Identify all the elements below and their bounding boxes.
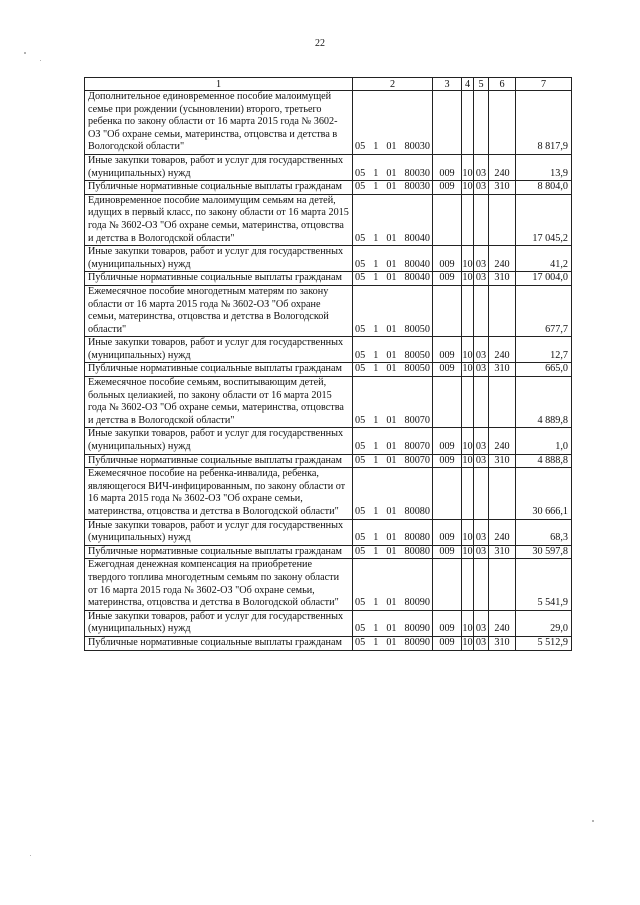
item-name: Ежемесячное пособие семьям, воспитывающим детей, больных целиакией, по закону области от 16 марта 2015 года № 3602-ОЗ "Об охране семьи, материнства, отцовства и детства в Вологодской области"	[85, 377, 353, 428]
section-code: 10	[462, 454, 474, 468]
subsection-code	[474, 377, 489, 428]
scan-speck	[24, 52, 26, 54]
amount: 8 804,0	[516, 181, 572, 195]
expense-type-code: 240	[489, 246, 516, 272]
expense-type-code	[489, 194, 516, 245]
scan-speck	[30, 855, 31, 856]
subsection-code	[474, 91, 489, 155]
section-code: 10	[462, 636, 474, 650]
item-name: Иные закупки товаров, работ и услуг для государственных (муниципальных) нужд	[85, 519, 353, 545]
subsection-code: 03	[474, 272, 489, 286]
csr-main-event: 01	[386, 141, 397, 153]
target-article-code	[353, 181, 433, 195]
csr-direction: 80030	[404, 167, 430, 179]
csr-subprogram: 1	[373, 545, 379, 557]
section-code: 10	[462, 272, 474, 286]
expense-type-code: 240	[489, 519, 516, 545]
csr-program: 05	[355, 414, 366, 426]
csr-program: 05	[355, 454, 366, 466]
csr-subprogram: 1	[373, 441, 379, 453]
csr-subprogram: 1	[373, 597, 379, 609]
amount: 68,3	[516, 519, 572, 545]
subsection-code: 03	[474, 337, 489, 363]
expense-type-code: 310	[489, 181, 516, 195]
item-name: Иные закупки товаров, работ и услуг для государственных (муниципальных) нужд	[85, 246, 353, 272]
csr-direction: 80080	[404, 545, 430, 557]
csr-direction: 80040	[404, 232, 430, 244]
amount: 1,0	[516, 428, 572, 454]
section-code: 10	[462, 545, 474, 559]
csr-direction: 80050	[404, 323, 430, 335]
csr-subprogram: 1	[373, 506, 379, 517]
csr-program: 05	[355, 167, 366, 179]
csr-subprogram: 1	[373, 349, 379, 361]
table-row	[85, 610, 572, 636]
csr-direction: 80090	[404, 597, 430, 609]
csr-direction: 80090	[404, 623, 430, 635]
item-name: Публичные нормативные социальные выплаты гражданам	[85, 454, 353, 468]
csr-subprogram: 1	[373, 181, 379, 193]
csr-direction: 80080	[404, 506, 430, 517]
expense-type-code	[489, 285, 516, 336]
expense-type-code: 240	[489, 610, 516, 636]
csr-main-event: 01	[386, 181, 397, 193]
grbs-code: 009	[433, 246, 462, 272]
target-article-code	[353, 545, 433, 559]
amount: 677,7	[516, 285, 572, 336]
section-code	[462, 285, 474, 336]
section-code: 10	[462, 246, 474, 272]
table-row	[85, 428, 572, 454]
csr-subprogram: 1	[373, 232, 379, 244]
item-name: Ежемесячное пособие многодетным матерям по закону области от 16 марта 2015 года № 3602-ОЗ "Об охране семьи, материнства, отцовства и детства в Вологодской области"	[85, 285, 353, 336]
csr-main-event: 01	[386, 363, 397, 375]
item-name: Публичные нормативные социальные выплаты гражданам	[85, 272, 353, 286]
table-row	[85, 91, 572, 155]
csr-subprogram: 1	[373, 636, 379, 648]
amount: 12,7	[516, 337, 572, 363]
table-row	[85, 377, 572, 428]
csr-subprogram: 1	[373, 141, 379, 153]
item-name: Публичные нормативные социальные выплаты гражданам	[85, 181, 353, 195]
target-article-code	[353, 246, 433, 272]
csr-program: 05	[355, 272, 366, 284]
csr-direction: 80040	[404, 272, 430, 284]
item-name: Публичные нормативные социальные выплаты гражданам	[85, 363, 353, 377]
target-article-code	[353, 285, 433, 336]
expense-type-code: 240	[489, 428, 516, 454]
csr-program: 05	[355, 141, 366, 153]
csr-main-event: 01	[386, 454, 397, 466]
csr-program: 05	[355, 258, 366, 270]
subsection-code: 03	[474, 428, 489, 454]
subsection-code: 03	[474, 363, 489, 377]
csr-main-event: 01	[386, 506, 397, 517]
table-row	[85, 194, 572, 245]
header-row	[85, 78, 572, 91]
target-article-code	[353, 363, 433, 377]
csr-main-event: 01	[386, 597, 397, 609]
csr-subprogram: 1	[373, 532, 379, 544]
expense-type-code: 310	[489, 545, 516, 559]
csr-program: 05	[355, 232, 366, 244]
csr-program: 05	[355, 545, 366, 557]
csr-subprogram: 1	[373, 258, 379, 270]
subsection-code: 03	[474, 636, 489, 650]
scan-speck	[592, 820, 594, 822]
item-name: Иные закупки товаров, работ и услуг для государственных (муниципальных) нужд	[85, 610, 353, 636]
target-article-code	[353, 636, 433, 650]
csr-main-event: 01	[386, 323, 397, 335]
csr-direction: 80070	[404, 414, 430, 426]
amount: 17 004,0	[516, 272, 572, 286]
subsection-code: 03	[474, 610, 489, 636]
subsection-code: 03	[474, 181, 489, 195]
csr-direction: 80050	[404, 363, 430, 375]
section-code: 10	[462, 181, 474, 195]
csr-subprogram: 1	[373, 363, 379, 375]
section-code: 10	[462, 519, 474, 545]
csr-program: 05	[355, 363, 366, 375]
amount: 5 512,9	[516, 636, 572, 650]
amount: 665,0	[516, 363, 572, 377]
csr-program: 05	[355, 349, 366, 361]
subsection-code: 03	[474, 545, 489, 559]
grbs-code: 009	[433, 428, 462, 454]
section-code	[462, 468, 474, 519]
subsection-code: 03	[474, 454, 489, 468]
table-row	[85, 545, 572, 559]
grbs-code	[433, 559, 462, 610]
subsection-code: 03	[474, 519, 489, 545]
csr-program: 05	[355, 597, 366, 609]
subsection-code: 03	[474, 154, 489, 180]
item-name: Единовременное пособие малоимущим семьям на детей, идущих в первый класс, по закону области от 16 марта 2015 года № 3602-ОЗ "Об охране семьи, материнства, отцовства и детства в Вологодской области"	[85, 194, 353, 245]
target-article-code	[353, 377, 433, 428]
csr-main-event: 01	[386, 636, 397, 648]
table-row	[85, 363, 572, 377]
amount: 4 888,8	[516, 454, 572, 468]
table-row	[85, 636, 572, 650]
amount: 30 597,8	[516, 545, 572, 559]
grbs-code: 009	[433, 181, 462, 195]
csr-direction: 80030	[404, 181, 430, 193]
csr-program: 05	[355, 181, 366, 193]
section-code: 10	[462, 154, 474, 180]
csr-program: 05	[355, 532, 366, 544]
amount: 4 889,8	[516, 377, 572, 428]
expense-type-code: 240	[489, 154, 516, 180]
header-cell: 2	[353, 78, 433, 91]
csr-main-event: 01	[386, 272, 397, 284]
grbs-code: 009	[433, 154, 462, 180]
grbs-code: 009	[433, 519, 462, 545]
amount: 29,0	[516, 610, 572, 636]
csr-main-event: 01	[386, 441, 397, 453]
csr-subprogram: 1	[373, 167, 379, 179]
table-row	[85, 154, 572, 180]
table-row	[85, 272, 572, 286]
csr-program: 05	[355, 623, 366, 635]
csr-subprogram: 1	[373, 323, 379, 335]
item-name: Иные закупки товаров, работ и услуг для государственных (муниципальных) нужд	[85, 428, 353, 454]
section-code: 10	[462, 363, 474, 377]
csr-program: 05	[355, 323, 366, 335]
amount: 30 666,1	[516, 468, 572, 519]
csr-main-event: 01	[386, 349, 397, 361]
budget-table	[84, 77, 572, 651]
grbs-code: 009	[433, 545, 462, 559]
expense-type-code: 310	[489, 272, 516, 286]
grbs-code: 009	[433, 337, 462, 363]
target-article-code	[353, 519, 433, 545]
grbs-code: 009	[433, 363, 462, 377]
section-code: 10	[462, 610, 474, 636]
target-article-code	[353, 194, 433, 245]
grbs-code	[433, 468, 462, 519]
csr-main-event: 01	[386, 414, 397, 426]
target-article-code	[353, 559, 433, 610]
expense-type-code	[489, 91, 516, 155]
grbs-code: 009	[433, 610, 462, 636]
section-code	[462, 377, 474, 428]
section-code: 10	[462, 428, 474, 454]
header-cell: 3	[433, 78, 462, 91]
grbs-code	[433, 377, 462, 428]
csr-main-event: 01	[386, 623, 397, 635]
amount: 8 817,9	[516, 91, 572, 155]
csr-program: 05	[355, 636, 366, 648]
subsection-code	[474, 559, 489, 610]
amount: 41,2	[516, 246, 572, 272]
section-code: 10	[462, 337, 474, 363]
page-number: 22	[315, 38, 325, 49]
header-cell: 6	[489, 78, 516, 91]
section-code	[462, 91, 474, 155]
grbs-code	[433, 194, 462, 245]
target-article-code	[353, 454, 433, 468]
amount: 13,9	[516, 154, 572, 180]
table-row	[85, 454, 572, 468]
csr-subprogram: 1	[373, 454, 379, 466]
csr-direction: 80050	[404, 349, 430, 361]
amount: 17 045,2	[516, 194, 572, 245]
section-code	[462, 559, 474, 610]
item-name: Публичные нормативные социальные выплаты гражданам	[85, 545, 353, 559]
csr-subprogram: 1	[373, 414, 379, 426]
item-name: Иные закупки товаров, работ и услуг для государственных (муниципальных) нужд	[85, 337, 353, 363]
table-row	[85, 285, 572, 336]
csr-main-event: 01	[386, 167, 397, 179]
table-row	[85, 337, 572, 363]
table-row	[85, 559, 572, 610]
csr-direction: 80080	[404, 532, 430, 544]
csr-program: 05	[355, 506, 366, 517]
csr-direction: 80030	[404, 141, 430, 153]
csr-main-event: 01	[386, 258, 397, 270]
target-article-code	[353, 428, 433, 454]
target-article-code	[353, 610, 433, 636]
item-name: Дополнительное единовременное пособие малоимущей семье при рождении (усыновлении) второго, третьего ребенка по закону области от 16 марта 2015 года № 3602-ОЗ "Об охране семьи, материнства, отцовства и детства в Вологодской области"	[85, 91, 353, 155]
section-code	[462, 194, 474, 245]
csr-main-event: 01	[386, 545, 397, 557]
subsection-code	[474, 194, 489, 245]
expense-type-code: 310	[489, 454, 516, 468]
target-article-code	[353, 91, 433, 155]
expense-type-code	[489, 377, 516, 428]
item-name: Ежемесячное пособие на ребенка-инвалида, ребенка, являющегося ВИЧ-инфицированным, по закону области от 16 марта 2015 года № 3602-ОЗ "Об охране семьи, материнства, отцовства и детства в Вологодской области"	[85, 468, 353, 519]
table-row	[85, 519, 572, 545]
expense-type-code	[489, 559, 516, 610]
amount: 5 541,9	[516, 559, 572, 610]
csr-direction: 80040	[404, 258, 430, 270]
target-article-code	[353, 272, 433, 286]
expense-type-code: 310	[489, 636, 516, 650]
grbs-code: 009	[433, 636, 462, 650]
header-cell: 1	[85, 78, 353, 91]
grbs-code: 009	[433, 454, 462, 468]
item-name: Иные закупки товаров, работ и услуг для государственных (муниципальных) нужд	[85, 154, 353, 180]
header-cell: 7	[516, 78, 572, 91]
grbs-code	[433, 285, 462, 336]
subsection-code	[474, 468, 489, 519]
target-article-code	[353, 154, 433, 180]
target-article-code	[353, 337, 433, 363]
header-cell: 4	[462, 78, 474, 91]
expense-type-code: 240	[489, 337, 516, 363]
csr-direction: 80070	[404, 441, 430, 453]
table-row	[85, 181, 572, 195]
item-name: Публичные нормативные социальные выплаты гражданам	[85, 636, 353, 650]
csr-main-event: 01	[386, 232, 397, 244]
table-row	[85, 468, 572, 519]
csr-program: 05	[355, 441, 366, 453]
table-row	[85, 246, 572, 272]
item-name: Ежегодная денежная компенсация на приобретение твердого топлива многодетным семьям по закону области от 16 марта 2015 года № 3602-ОЗ "Об охране семьи, материнства, отцовства и детства в Вологодской области"	[85, 559, 353, 610]
csr-subprogram: 1	[373, 623, 379, 635]
expense-type-code	[489, 468, 516, 519]
subsection-code: 03	[474, 246, 489, 272]
grbs-code	[433, 91, 462, 155]
csr-subprogram: 1	[373, 272, 379, 284]
csr-direction: 80090	[404, 636, 430, 648]
csr-main-event: 01	[386, 532, 397, 544]
expense-type-code: 310	[489, 363, 516, 377]
subsection-code	[474, 285, 489, 336]
grbs-code: 009	[433, 272, 462, 286]
header-cell: 5	[474, 78, 489, 91]
csr-direction: 80070	[404, 454, 430, 466]
target-article-code	[353, 468, 433, 519]
scan-speck	[40, 60, 41, 61]
